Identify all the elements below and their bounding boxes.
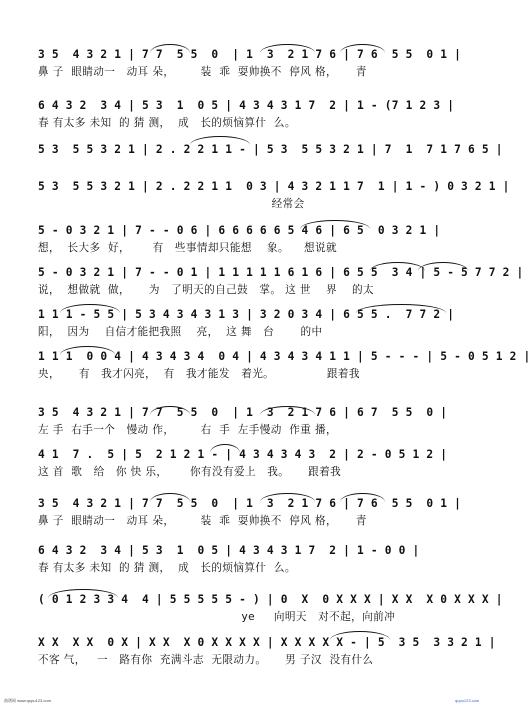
notation-line: 5 - 0 3 2 1 | 7 - - 0 6 | 6 6 6 6 6 5 4 6 | 6 5 0 3 2 1 |: [38, 224, 441, 237]
notation-line: 5 - 0 3 2 1 | 7 - - 0 1 | 1 1 1 1 1 6 1 6 | 6 5 5 3 4 | 5 - 5 7 7 2 |: [38, 266, 524, 279]
notation-line: 6 4 3 2 3 4 | 5 3 1 0 5 | 4 3 4 3 1 7 2 | 1 - 0 0 |: [38, 544, 420, 557]
notation-line: 5 3 5 5 3 2 1 | 2 . 2 2 1 1 0 3 | 4 3 2 1 1 7 1 | 1 - ) 0 3 2 1 |: [38, 180, 510, 193]
lyric-line: 不客 气， 一 路有你 充满斗志 无限动力。 男 子汉 没有什么: [38, 654, 374, 666]
lyric-line: 鼻 子 眼睛动一 动耳 朵， 装 乖 耍帅换不 停风 格， 青: [38, 66, 367, 78]
notation-line: 4 1 7 . 5 | 5 2 1 2 1 - | 4 3 4 3 4 3 2 | 2 - 0 5 1 2 |: [38, 448, 448, 461]
lyric-line: 鼻 子 眼睛动一 动耳 朵， 装 乖 耍帅换不 停风 格， 青: [38, 515, 367, 527]
notation-line: 3 5 4 3 2 1 | 7 7 5 5 0 | 1 3 2 1 7 6 | 7 6 5 5 0 1 |: [38, 48, 462, 61]
notation-line: ( 0 1 2 3 3 4 4 | 5 5 5 5 5 - ) | 0 X 0 X X X | X X X 0 X X X |: [38, 593, 503, 606]
notation-line: 6 4 3 2 3 4 | 5 3 1 0 5 | 4 3 4 3 1 7 2 | 1 - (7 1 2 3 |: [38, 99, 455, 112]
lyric-line: 春 有太多 未知 的 猜 测， 成 长的烦恼算什 么。: [38, 117, 296, 129]
notation-line: 1 1 1 0 0 4 | 4 3 4 3 4 0 4 | 4 3 4 3 4 1 1 | 5 - - - | 5 - 0 5 1 2 |: [38, 350, 530, 363]
notation-line: 5 3 5 5 3 2 1 | 2 . 2 2 1 1 - | 5 3 5 5 3 2 1 | 7 1 7 1 7 6 5 |: [38, 143, 503, 156]
lyric-line: 说， 想做就 做， 为 了明天的自己鼓 掌。 这 世 界 的太: [38, 284, 375, 296]
footer-site-link: qupu123.com: [455, 698, 480, 703]
lyric-line: 这 首 歌 给 你 快 乐， 你有没有爱上 我。 跟着我: [38, 466, 342, 478]
lyric-line: 阳， 因为 自信才能把我照 亮， 这 舞 台 的中: [38, 326, 323, 338]
lyric-line: 经常会: [38, 198, 305, 210]
lyric-line: 央， 有 我才闪亮， 有 我才能发 着光。 跟着我: [38, 368, 360, 380]
lyric-line: 想， 长大多 好， 有 些事情却只能想 象。 想说就: [38, 242, 337, 254]
notation-line: 3 5 4 3 2 1 | 7 7 5 5 0 | 1 3 2 1 7 6 | 7 6 5 5 0 1 |: [38, 497, 462, 510]
lyric-line: ye 向明天 对不起，向前冲: [38, 611, 396, 623]
lyric-line: 左 手 右手一个 慢动 作， 右 手 左手慢动 作重 播，: [38, 424, 337, 436]
notation-line: 1 1 1 - 5 5 | 5 3 4 3 4 3 1 3 | 3 2 0 3 4 | 6 5 5 . 7 7 2 |: [38, 308, 455, 321]
lyric-line: 春 有太多 未知 的 猜 测， 成 长的烦恼算什 么。: [38, 562, 296, 574]
footer-watermark: 曲谱网 www.qupu123.com: [4, 698, 51, 703]
notation-line: X X X X 0 X | X X X 0 X X X X | X X X X X - | 5 3 5 3 3 2 1 |: [38, 636, 496, 649]
notation-line: 3 5 4 3 2 1 | 7 7 5 5 0 | 1 3 2 1 7 6 | 6 7 5 5 0 |: [38, 406, 448, 419]
